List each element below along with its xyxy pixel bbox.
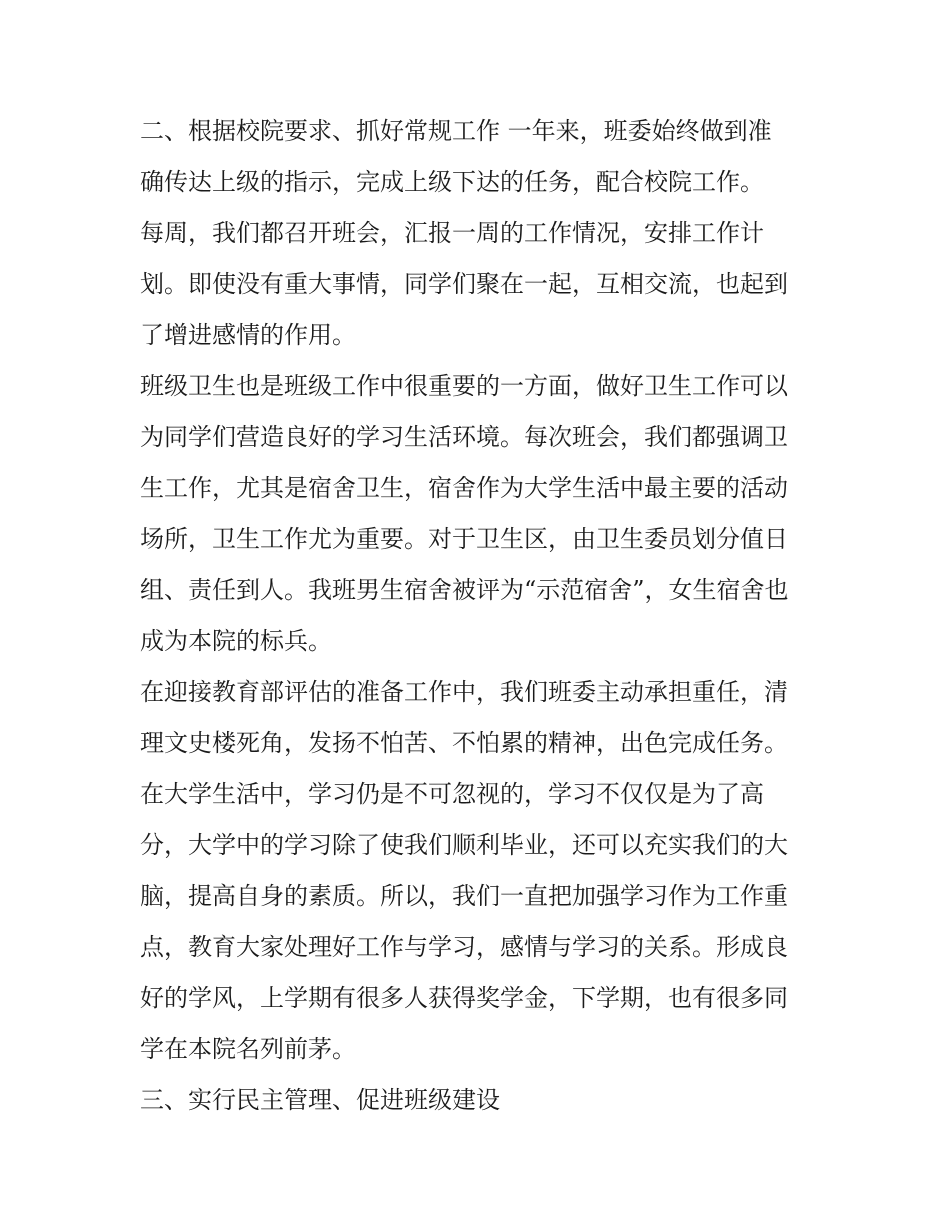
text-line: 在大学生活中，学习仍是不可忽视的，学习不仅仅是为了高 [140, 780, 764, 808]
text-line: 好的学风，上学期有很多人获得奖学金，下学期，也有很多同 [140, 984, 788, 1012]
paragraph-study [140, 769, 815, 1075]
text-line: 生工作，尤其是宿舍卫生，宿舍作为大学生活中最主要的活动 [140, 474, 788, 502]
text-line: 在迎接教育部评估的准备工作中，我们班委主动承担重任，清 [140, 678, 788, 706]
text-line: 三、实行民主管理、促进班级建设 [140, 1086, 500, 1114]
text-line: 划。即使没有重大事情，同学们聚在一起，互相交流，也起到 [140, 270, 788, 298]
text-line: 成为本院的标兵。 [140, 627, 332, 655]
paragraph-evaluation [140, 667, 815, 769]
text-line: 了增进感情的作用。 [140, 321, 356, 349]
text-line: 场所，卫生工作尤为重要。对于卫生区，由卫生委员划分值日 [140, 525, 788, 553]
text-line: 分，大学中的学习除了使我们顺利毕业，还可以充实我们的大 [140, 831, 788, 859]
section-heading-democratic-management [140, 1075, 815, 1126]
text-line: 组、责任到人。我班男生宿舍被评为“示范宿舍”，女生宿舍也 [140, 576, 789, 604]
text-line: 学在本院名列前茅。 [140, 1035, 356, 1063]
text-line: 确传达上级的指示，完成上级下达的任务，配合校院工作。 [140, 168, 764, 196]
document-body [140, 106, 815, 1126]
paragraph-weekly-meeting [140, 208, 815, 361]
text-line: 为同学们营造良好的学习生活环境。每次班会，我们都强调卫 [140, 423, 788, 451]
text-line: 点，教育大家处理好工作与学习，感情与学习的关系。形成良 [140, 933, 788, 961]
paragraph-hygiene [140, 361, 815, 667]
text-line: 班级卫生也是班级工作中很重要的一方面，做好卫生工作可以 [140, 372, 788, 400]
text-line: 理文史楼死角，发扬不怕苦、不怕累的精神，出色完成任务。 [140, 729, 788, 757]
text-line: 脑，提高自身的素质。所以，我们一直把加强学习作为工作重 [140, 882, 788, 910]
paragraph-routine-work [140, 106, 815, 208]
text-line: 每周，我们都召开班会，汇报一周的工作情况，安排工作计 [140, 219, 764, 247]
text-line: 二、根据校院要求、抓好常规工作 一年来，班委始终做到准 [140, 117, 772, 145]
